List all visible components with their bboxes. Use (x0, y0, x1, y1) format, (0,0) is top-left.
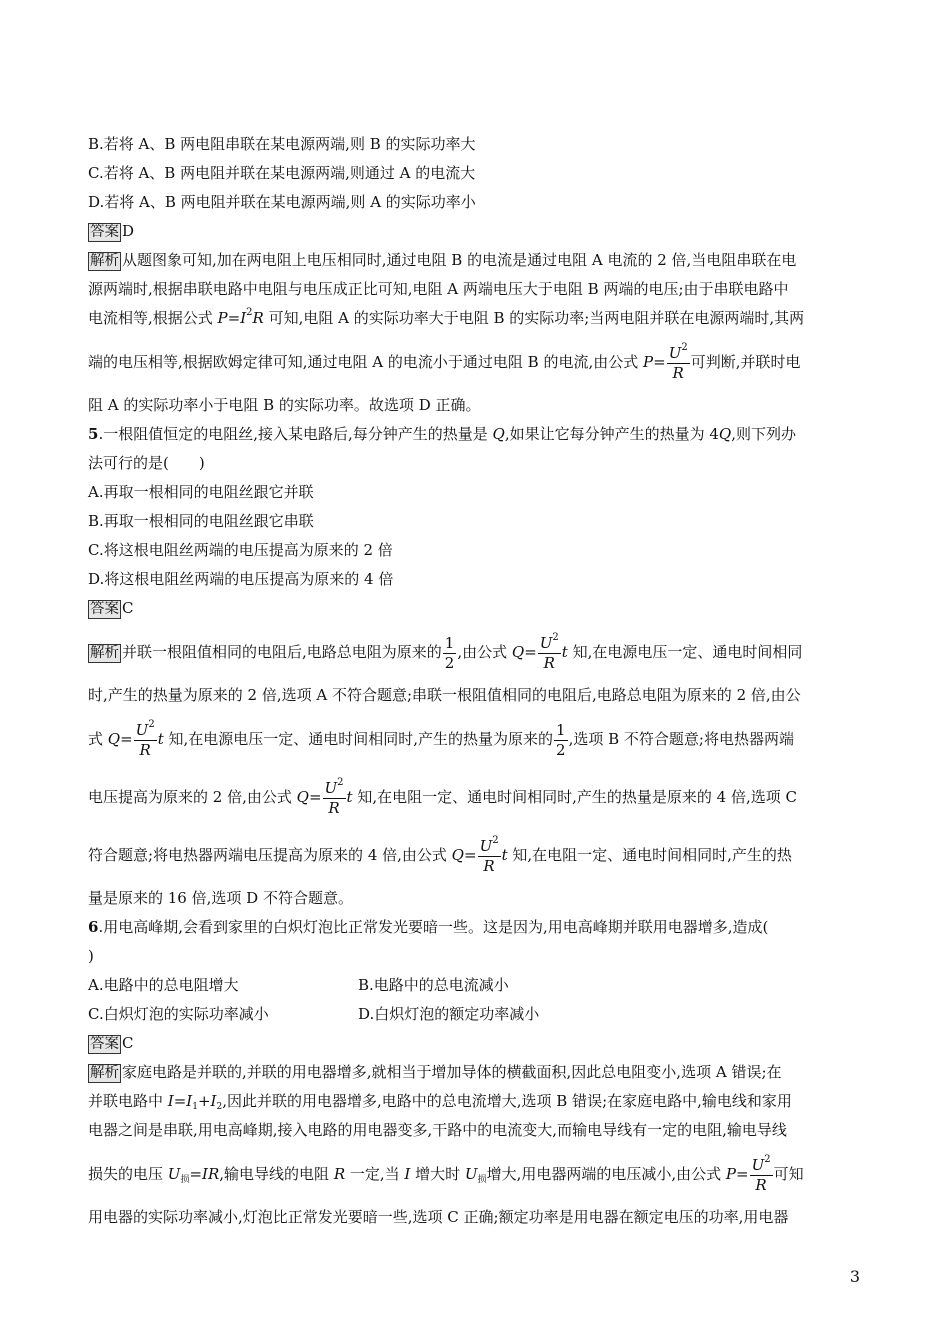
q4-analysis-line: 端的电压相等,根据欧姆定律可知,通过电阻 A 的电流小于通过电阻 B 的电流,由公式 P= $\frac{U^2}{R}$ 可判断,并联时电 (88, 341, 801, 382)
q4-analysis-line: 电流相等,根据公式 $P=I^2R$ 可知,电阻 A 的实际功率大于电阻 B 的实际功率;当两电阻并联在电源两端时,其两 (88, 307, 805, 327)
q5-option-c: C.将这根电阻丝两端的电压提高为原来的 2 倍 (88, 541, 393, 559)
q6-stem: ) (88, 947, 94, 965)
q6-analysis-line: 解析 家庭电路是并联的,并联的用电器增多,就相当于增加导体的横截面积,因此总电阻变小,选项 A 错误;在 (90, 1063, 782, 1081)
answer-tag: 答案 (90, 224, 119, 240)
q5-option-d: D.将这根电阻丝两端的电压提高为原来的 4 倍 (88, 570, 394, 588)
q6-option-d: D.白炽灯泡的额定功率减小 (358, 1005, 540, 1023)
q6-analysis-line: 电器之间是串联,用电高峰期,接入电路的用电器变多,干路中的电流变大,而输电导线有一定的电阻,输电导线 (88, 1121, 787, 1139)
q5-analysis-line: 时,产生的热量为原来的 2 倍,选项 A 不符合题意;串联一根阻值相同的电阻后,电路总电阻为原来的 2 倍,由公 (88, 686, 801, 704)
fraction-u2-over-r: $\frac{U^2}{R}$ (479, 834, 499, 875)
q5-option-a: A.再取一根相同的电阻丝跟它并联 (88, 483, 314, 501)
q4-option-b: B.若将 A、B 两电阻串联在某电源两端,则 B 的实际功率大 (88, 135, 476, 153)
fraction-one-half: $\frac{1}{2}$ (444, 633, 455, 672)
answer-value: C (122, 599, 134, 617)
fraction-u2-over-r: $\frac{U^2}{R}$ (324, 776, 344, 817)
q5-answer (88, 594, 864, 623)
analysis-tag: 解析 (90, 645, 119, 661)
q6-options-row (88, 1000, 864, 1029)
fraction-u2-over-r: $\frac{U^2}{R}$ (539, 631, 559, 672)
fraction-u2-over-r: $\frac{U^2}{R}$ (751, 1153, 771, 1194)
q4-analysis-line: 阻 A 的实际功率小于电阻 B 的实际功率。故选项 D 正确。 (88, 396, 481, 414)
q5-stem: 5.一根阻值恒定的电阻丝,接入某电路后,每分钟产生的热量是 Q,如果让它每分钟产生的热量为 4Q,则下列办 (88, 425, 797, 443)
answer-tag: 答案 (90, 1036, 119, 1052)
q6-analysis-line: 并联电路中 $I=I_1+I_2$,因此并联的用电器增多,电路中的总电流增大,选项 B 错误;在家庭电路中,输电线和家用 (88, 1092, 792, 1112)
q5-analysis-line: 电压提高为原来的 2 倍,由公式 Q= $\frac{U^2}{R}$ t 知,在电阻一定、通电时间相同时,产生的热量是原来的 4 倍,选项 C (88, 776, 797, 817)
document-body (88, 130, 864, 1232)
q5-analysis-line: 解析 并联一根阻值相同的电阻后,电路总电阻为原来的 $\frac{1}{2}$ ,由公式 Q= $\frac{U^2}{R}$ t 知,在电源电压一定、通电时间相同 (90, 631, 803, 672)
q6-stem: 6.用电高峰期,会看到家里的白炽灯泡比正常发光要暗一些。这是因为,用电高峰期并联用电器增多,造成( (88, 918, 769, 936)
fraction-u2-over-r: $\frac{U^2}{R}$ (668, 341, 688, 382)
q5-analysis-line: 式 Q= $\frac{U^2}{R}$ t 知,在电源电压一定、通电时间相同时,产生的热量为原来的 $\frac{1}{2}$ ,选项 B 不符合题意;将电热器两端 (88, 718, 794, 759)
page-number: 3 (849, 1267, 860, 1286)
q6-analysis-line: 损失的电压 $U_损=IR$,输电导线的电阻 R 一定,当 I 增大时 $U_损$增大,用电器两端的电压减小,由公式 P= $\frac{U^2}{R}$ 可知 (88, 1153, 804, 1194)
q6-option-b: B.电路中的总电流减小 (358, 976, 509, 994)
q6-option-a: A.电路中的总电阻增大 (88, 976, 239, 994)
q5-analysis-line: 符合题意;将电热器两端电压提高为原来的 4 倍,由公式 Q= $\frac{U^2}{R}$ t 知,在电阻一定、通电时间相同时,产生的热 (88, 834, 792, 875)
answer-value: C (122, 1034, 134, 1052)
q5-analysis-line: 量是原来的 16 倍,选项 D 不符合题意。 (88, 889, 353, 907)
q5-stem: 法可行的是( ) (88, 454, 205, 472)
analysis-tag: 解析 (90, 1065, 119, 1081)
answer-value: D (122, 222, 135, 240)
q4-analysis-line: 解析 从题图象可知,加在两电阻上电压相同时,通过电阻 B 的电流是通过电阻 A 电流的 2 倍,当电阻串联在电 (90, 251, 797, 269)
fraction-one-half: $\frac{1}{2}$ (556, 720, 566, 759)
fraction-u2-over-r: $\frac{U^2}{R}$ (135, 718, 155, 759)
q4-option-d: D.若将 A、B 两电阻并联在某电源两端,则 A 的实际功率小 (88, 193, 476, 211)
q5-option-b: B.再取一根相同的电阻丝跟它串联 (88, 512, 314, 530)
analysis-tag: 解析 (90, 253, 119, 269)
q4-option-c: C.若将 A、B 两电阻并联在某电源两端,则通过 A 的电流大 (88, 164, 476, 182)
q4-analysis-line: 源两端时,根据串联电路中电阻与电压成正比可知,电阻 A 两端电压大于电阻 B 两端的电压;由于串联电路中 (88, 280, 789, 298)
q4-answer (88, 217, 864, 246)
q6-answer (88, 1029, 864, 1058)
q6-options-row (88, 971, 864, 1000)
q6-option-c: C.白炽灯泡的实际功率减小 (88, 1005, 269, 1023)
answer-tag: 答案 (90, 601, 119, 617)
q6-analysis-line: 用电器的实际功率减小,灯泡比正常发光要暗一些,选项 C 正确;额定功率是用电器在额定电压的功率,用电器 (88, 1208, 789, 1226)
